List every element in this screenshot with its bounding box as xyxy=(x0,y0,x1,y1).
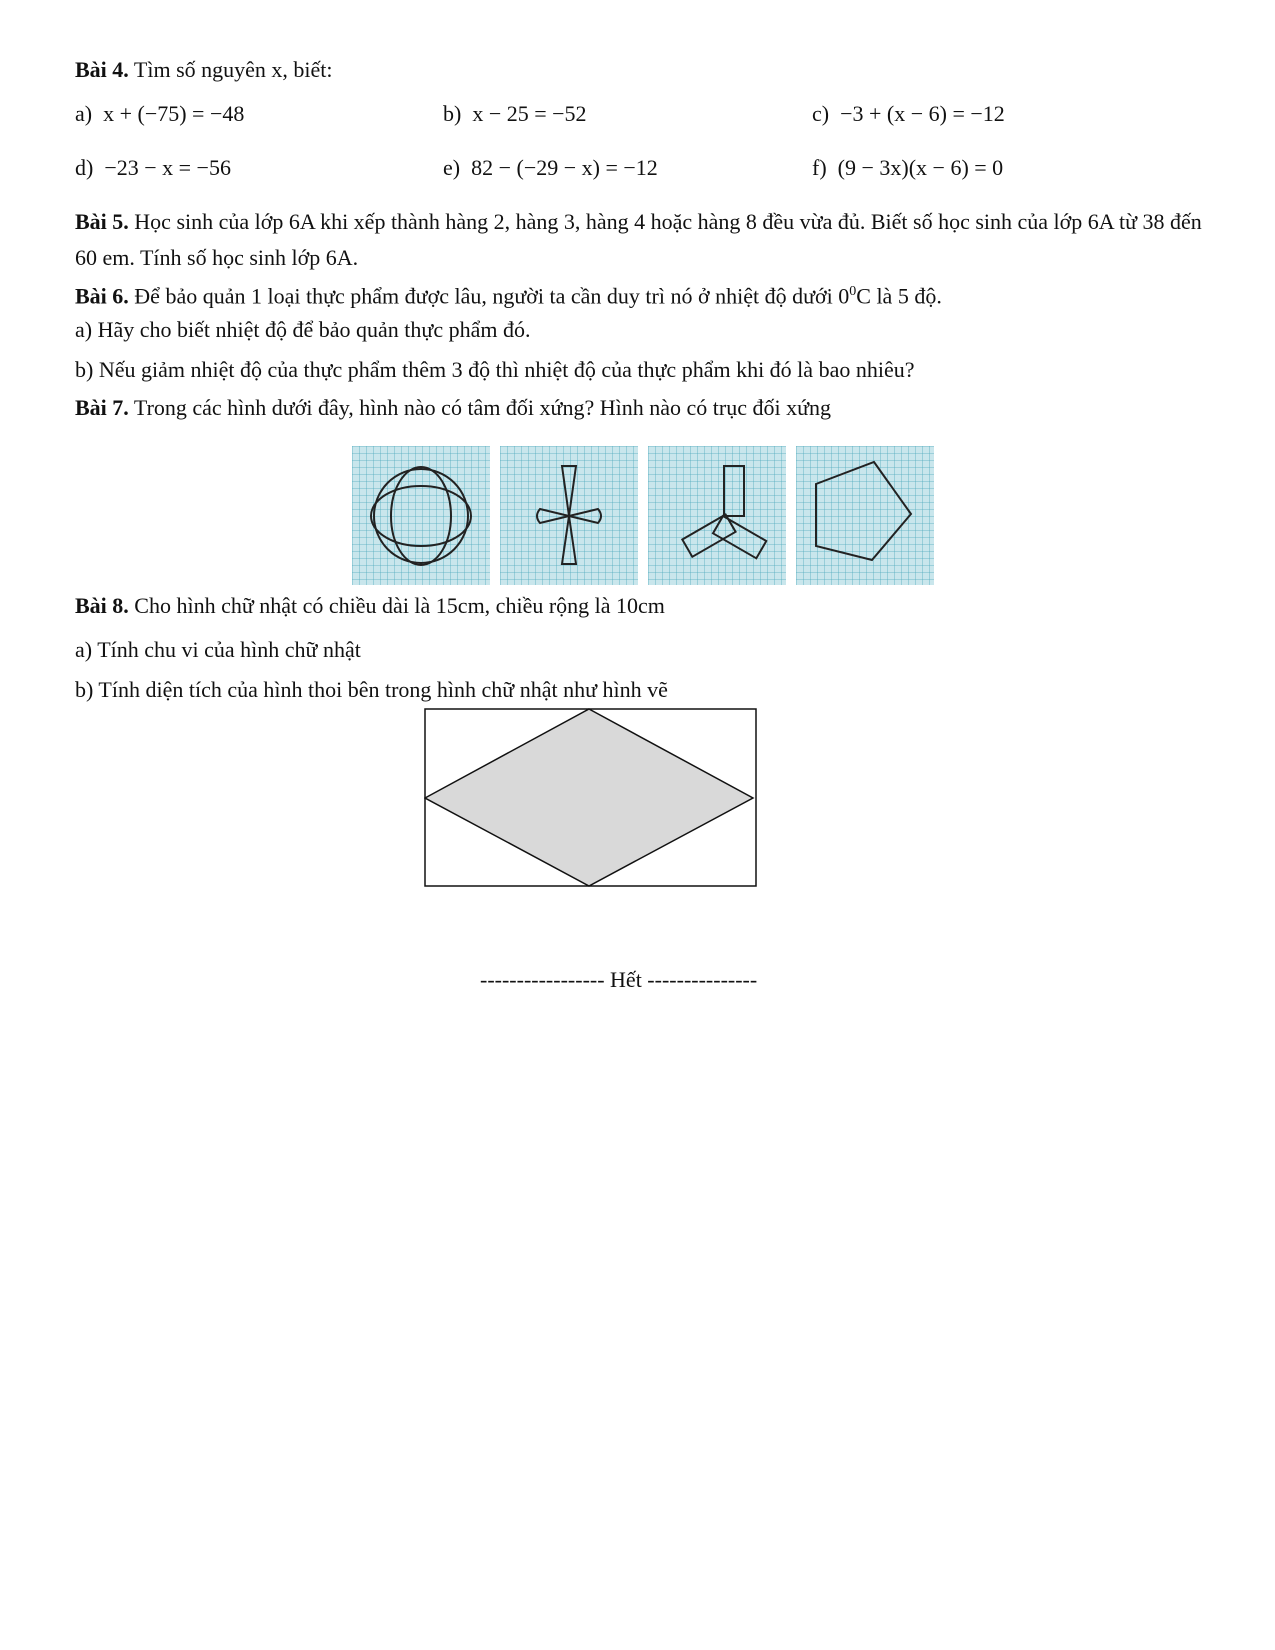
bai5-text: Học sinh của lớp 6A khi xếp thành hàng 2, hàng 3, hàng 4 hoặc hàng 8 đều vừa đủ. Biết số học sinh của lớp 6A từ 38 đến 60 em. Tính số học sinh lớp 6A. xyxy=(75,209,1202,270)
bai4-item-c: c) −3 + (x − 6) = −12 xyxy=(812,101,1005,126)
bai8-title: Bài 8. xyxy=(75,593,129,618)
bai4-heading xyxy=(75,56,333,84)
bai8-question-a: a) Tính chu vi của hình chữ nhật xyxy=(75,637,361,662)
degree-superscript: 0 xyxy=(849,284,857,299)
bai4-expr-a: x + (−75) = −48 xyxy=(103,101,245,126)
bai7-title: Bài 7. xyxy=(75,395,129,420)
bai5-paragraph xyxy=(75,204,1205,276)
bai4-item-a: a) x + (−75) = −48 xyxy=(75,101,245,126)
bai4-expr-c: −3 + (x − 6) = −12 xyxy=(840,101,1005,126)
bai8-heading xyxy=(75,592,665,620)
figure-2-propeller xyxy=(500,446,638,585)
bai6-question-b: b) Nếu giảm nhiệt độ của thực phẩm thêm 3 độ thì nhiệt độ của thực phẩm khi đó là bao nhiêu? xyxy=(75,357,915,382)
bai6-title: Bài 6. xyxy=(75,283,129,309)
bai4-expr-d: −23 − x = −56 xyxy=(104,155,231,180)
bai4-title: Bài 4. xyxy=(75,57,129,82)
bai5-title: Bài 5. xyxy=(75,209,129,234)
bai4-item-e: e) 82 − (−29 − x) = −12 xyxy=(443,155,658,180)
bai4-expr-f: (9 − 3x)(x − 6) = 0 xyxy=(837,155,1004,180)
bai6-heading: Bài 6. Để bảo quản 1 loại thực phẩm được lâu, người ta cần duy trì nó ở nhiệt độ dưới $0^0C$ là 5 độ. xyxy=(75,283,942,309)
bai6-question-a: a) Hãy cho biết nhiệt độ để bảo quản thực phẩm đó. xyxy=(75,317,531,342)
bai4-item-f: f) (9 − 3x)(x − 6) = 0 xyxy=(812,155,1004,180)
bai8-text: Cho hình chữ nhật có chiều dài là 15cm, chiều rộng là 10cm xyxy=(128,593,665,618)
figure-4-pentagon xyxy=(796,446,934,585)
bai8-question-b: b) Tính diện tích của hình thoi bên trong hình chữ nhật như hình vẽ xyxy=(75,677,668,702)
figure-1-circle-ellipses xyxy=(352,446,490,585)
bai4-expr-e: 82 − (−29 − x) = −12 xyxy=(471,155,658,180)
bai4-item-b: b) x − 25 = −52 xyxy=(443,101,587,126)
bai4-text: Tìm số nguyên x, biết: xyxy=(128,57,333,82)
rectangle-rhombus-figure xyxy=(424,708,758,888)
bai7-heading xyxy=(75,394,831,422)
bai7-text: Trong các hình dưới đây, hình nào có tâm đối xứng? Hình nào có trục đối xứng xyxy=(128,395,832,420)
figure-3-rectangles xyxy=(648,446,786,585)
end-marker: ----------------- Hết --------------- xyxy=(480,967,758,992)
bai4-expr-b: x − 25 = −52 xyxy=(472,101,587,126)
bai4-item-d: d) −23 − x = −56 xyxy=(75,155,231,180)
